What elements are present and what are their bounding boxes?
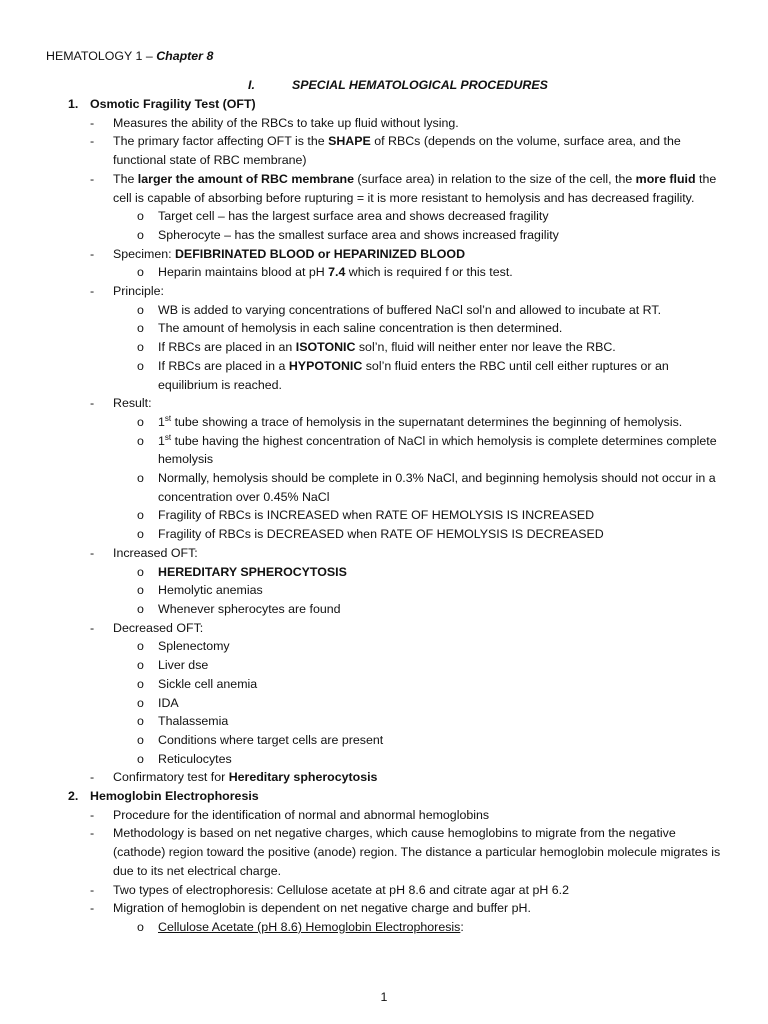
section-title: SPECIAL HEMATOLOGICAL PROCEDURES (292, 78, 548, 92)
dash-list-item (0, 114, 768, 133)
document-body (0, 95, 768, 937)
item-text: Reticulocytes (158, 751, 232, 766)
bold-text: Hereditary spherocytosis (228, 770, 378, 785)
circle-bullet: o (137, 919, 144, 934)
item-text: Heparin maintains blood at pH (158, 265, 329, 280)
item-text: Splenectomy (158, 639, 230, 654)
circle-bullet: o (137, 340, 144, 355)
sub-list-item (0, 226, 768, 245)
dash-list-item (0, 282, 768, 301)
circle-bullet: o (137, 358, 144, 373)
dash-bullet: - (90, 246, 95, 261)
circle-bullet: o (137, 714, 144, 729)
item-text: Hemolytic anemias (158, 583, 263, 598)
item-text: Normally, hemolysis should be complete in 0.3% NaCl, and beginning hemolysis should not occur in a concentration over 0.45% NaCl (158, 471, 716, 504)
sub-list-item (0, 357, 768, 394)
dash-list-item (0, 899, 768, 918)
bold-text: HEREDITARY SPHEROCYTOSIS (158, 564, 347, 579)
item-text: Result: (113, 396, 152, 411)
circle-bullet: o (137, 732, 144, 747)
sub-list-item (0, 319, 768, 338)
item-text: The primary factor affecting OFT is the (113, 134, 329, 149)
dash-bullet: - (90, 284, 95, 299)
sub-list-item (0, 301, 768, 320)
circle-bullet: o (137, 209, 144, 224)
circle-bullet: o (137, 658, 144, 673)
dash-list-item (0, 544, 768, 563)
sub-list-item (0, 413, 768, 432)
circle-bullet: o (137, 414, 144, 429)
item-text: Decreased OFT: (113, 620, 204, 635)
item-text: Two types of electrophoresis: Cellulose acetate at pH 8.6 and citrate agar at pH 6.2 (113, 882, 569, 897)
item-text: Fragility of RBCs is DECREASED when RATE OF HEMOLYSIS IS DECREASED (158, 527, 604, 542)
item-text: Cellulose Acetate (pH 8.6) Hemoglobin Electrophoresis (158, 919, 461, 934)
numbered-heading (0, 95, 768, 114)
item-text: Specimen: (113, 246, 175, 261)
item-text: Thalassemia (158, 714, 229, 729)
item-text: Spherocyte – has the smallest surface area and shows increased fragility (158, 227, 559, 242)
item-text: 1 (158, 414, 165, 429)
list-number: 2. (68, 789, 79, 804)
item-text: tube showing a trace of hemolysis in the supernatant determines the beginning of hemolysis. (171, 414, 683, 429)
item-text: Sickle cell anemia (158, 676, 258, 691)
circle-bullet: o (137, 676, 144, 691)
sub-list-item (0, 263, 768, 282)
circle-bullet: o (137, 695, 144, 710)
sub-list-item (0, 750, 768, 769)
item-text: The (113, 171, 138, 186)
bold-text: more fluid (635, 171, 696, 186)
item-text: Liver dse (158, 658, 209, 673)
circle-bullet: o (137, 639, 144, 654)
item-text: the cell is capable of absorbing before rupturing = it is more resistant to hemolysis and has decreased fragility. (113, 171, 717, 205)
dash-list-item (0, 824, 768, 880)
superscript-text: st (164, 432, 172, 442)
bold-text: DEFIBRINATED BLOOD or HEPARINIZED BLOOD (174, 246, 466, 261)
item-text: Conditions where target cells are present (158, 732, 384, 747)
circle-bullet: o (137, 227, 144, 242)
item-text: sol’n, fluid will neither enter nor leave the RBC. (355, 340, 616, 355)
bold-text: ISOTONIC (295, 340, 356, 355)
sub-list-item (0, 525, 768, 544)
header-course: HEMATOLOGY 1 – (46, 49, 157, 63)
item-text: Whenever spherocytes are found (158, 601, 341, 616)
circle-bullet: o (137, 601, 144, 616)
dash-list-item (0, 619, 768, 638)
item-text: The amount of hemolysis in each saline concentration is then determined. (158, 321, 563, 336)
section-roman-numeral: I. (248, 78, 255, 92)
dash-bullet: - (90, 826, 95, 841)
circle-bullet: o (137, 321, 144, 336)
item-text: Procedure for the identification of normal and abnormal hemoglobins (113, 807, 490, 822)
sub-list-item (0, 918, 768, 937)
item-text: Principle: (113, 284, 164, 299)
dash-bullet: - (90, 901, 95, 916)
item-text: (surface area) in relation to the size of the cell, the (353, 171, 636, 186)
item-text: WB is added to varying concentrations of buffered NaCl sol’n and allowed to incubate at RT. (158, 302, 662, 317)
sub-list-item (0, 338, 768, 357)
circle-bullet: o (137, 433, 144, 448)
item-text: : (460, 919, 464, 934)
sub-list-item (0, 563, 768, 582)
dash-list-item (0, 170, 768, 207)
document-header (46, 47, 213, 66)
item-text: Methodology is based on net negative charges, which cause hemoglobins to migrate from the negative (cathode) region toward the positive (anode) region. The distance a particular hemoglobin molecule migrates is due to its net electrical charge. (113, 826, 721, 878)
item-text: Osmotic Fragility Test (OFT) (90, 97, 256, 111)
sub-list-item (0, 600, 768, 619)
bold-text: HYPOTONIC (288, 358, 363, 373)
sub-list-item (0, 506, 768, 525)
dash-list-item (0, 245, 768, 264)
dash-list-item (0, 132, 768, 169)
item-text: Hemoglobin Electrophoresis (90, 789, 259, 804)
dash-list-item (0, 394, 768, 413)
dash-bullet: - (90, 115, 95, 130)
dash-bullet: - (90, 171, 95, 186)
item-text: tube having the highest concentration of NaCl in which hemolysis is complete determines complete hemolysis (158, 433, 717, 467)
dash-list-item (0, 806, 768, 825)
sub-list-item (0, 469, 768, 506)
circle-bullet: o (137, 564, 144, 579)
item-text: Migration of hemoglobin is dependent on net negative charge and buffer pH. (113, 901, 531, 916)
circle-bullet: o (137, 302, 144, 317)
dash-bullet: - (90, 770, 95, 785)
sub-list-item (0, 637, 768, 656)
numbered-heading (0, 787, 768, 806)
dash-bullet: - (90, 396, 95, 411)
item-text: If RBCs are placed in a (158, 358, 289, 373)
dash-list-item (0, 768, 768, 787)
dash-bullet: - (90, 882, 95, 897)
item-text: If RBCs are placed in an (158, 340, 296, 355)
item-text: of RBCs (depends on the volume, surface area, and the functional state of RBC membrane) (113, 134, 681, 168)
dash-bullet: - (90, 807, 95, 822)
dash-bullet: - (90, 134, 95, 149)
dash-bullet: - (90, 545, 95, 560)
sub-list-item (0, 712, 768, 731)
item-text: Confirmatory test for (113, 770, 229, 785)
circle-bullet: o (137, 583, 144, 598)
sub-list-item (0, 731, 768, 750)
circle-bullet: o (137, 471, 144, 486)
bold-text: 7.4 (328, 265, 346, 280)
sub-list-item (0, 207, 768, 226)
bold-text: SHAPE (328, 134, 371, 149)
item-text: sol’n fluid enters the RBC until cell either ruptures or an equilibrium is reached. (158, 358, 669, 392)
dash-bullet: - (90, 620, 95, 635)
list-number: 1. (68, 97, 79, 111)
item-text: Fragility of RBCs is INCREASED when RATE OF HEMOLYSIS IS INCREASED (158, 508, 595, 523)
item-text: Increased OFT: (113, 545, 198, 560)
sub-list-item (0, 656, 768, 675)
page-number: 1 (380, 990, 388, 1004)
sub-list-item (0, 432, 768, 469)
header-chapter: Chapter 8 (156, 49, 214, 63)
dash-list-item (0, 881, 768, 900)
circle-bullet: o (137, 265, 144, 280)
sub-list-item (0, 694, 768, 713)
circle-bullet: o (137, 751, 144, 766)
bold-text: larger the amount of RBC membrane (137, 171, 354, 186)
item-text: IDA (158, 695, 179, 710)
section-heading (248, 76, 548, 95)
item-text: Target cell – has the largest surface area and shows decreased fragility (158, 209, 549, 224)
sub-list-item (0, 675, 768, 694)
circle-bullet: o (137, 508, 144, 523)
item-text: which is required f or this test. (345, 265, 513, 280)
superscript-text: st (164, 413, 172, 423)
sub-list-item (0, 581, 768, 600)
item-text: Measures the ability of the RBCs to take up fluid without lysing. (113, 115, 459, 130)
circle-bullet: o (137, 527, 144, 542)
item-text: 1 (158, 433, 165, 448)
